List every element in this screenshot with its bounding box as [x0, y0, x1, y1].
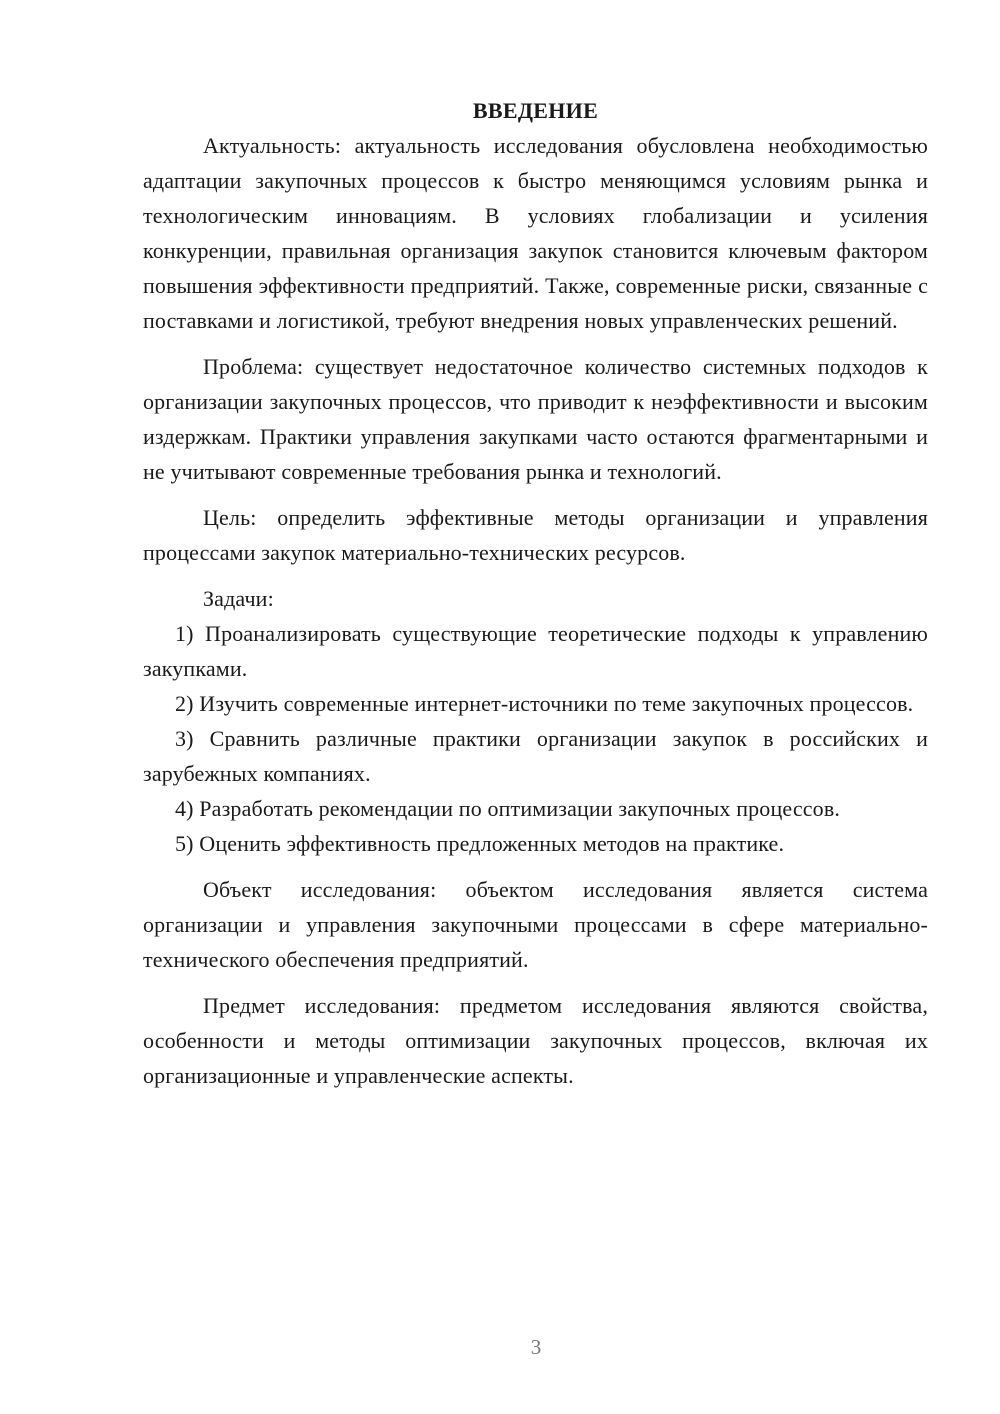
problem-paragraph: Проблема: существует недостаточное количество системных подходов к организации закупочных процессов, что приводит к неэффективности и высоким издержкам. Практики управления закупками часто остаются фрагментарными и не учитывают современные требования рынка и технологий. [143, 354, 928, 484]
page-number: 3 [530, 1335, 542, 1359]
object-paragraph: Объект исследования: объектом исследования является система организации и управления закупочными процессами в сфере материально-технического обеспечения предприятий. [143, 877, 928, 972]
task-item: 2) Изучить современные интернет-источники по теме закупочных процессов. [175, 691, 914, 716]
task-item: 5) Оценить эффективность предложенных методов на практике. [175, 831, 785, 856]
page-title: ВВЕДЕНИЕ [472, 98, 599, 123]
subject-paragraph: Предмет исследования: предметом исследования являются свойства, особенности и методы оптимизации закупочных процессов, включая их организационные и управленческие аспекты. [143, 993, 928, 1088]
tasks-label: Задачи: [203, 586, 274, 611]
page-content [143, 93, 928, 1093]
goal-paragraph: Цель: определить эффективные методы организации и управления процессами закупок материально-технических ресурсов. [143, 505, 928, 565]
task-item: 1) Проанализировать существующие теоретические подходы к управлению закупками. [143, 621, 928, 681]
task-item: 3) Сравнить различные практики организации закупок в российских и зарубежных компаниях. [143, 726, 928, 786]
relevance-paragraph: Актуальность: актуальность исследования обусловлена необходимостью адаптации закупочных процессов к быстро меняющимся условиям рынка и технологическим инновациям. В условиях глобализации и усиления конкуренции, правильная организация закупок становится ключевым фактором повышения эффективности предприятий. Также, современные риски, связанные с поставками и логистикой, требуют внедрения новых управленческих решений. [143, 133, 928, 333]
task-item: 4) Разработать рекомендации по оптимизации закупочных процессов. [175, 796, 841, 821]
